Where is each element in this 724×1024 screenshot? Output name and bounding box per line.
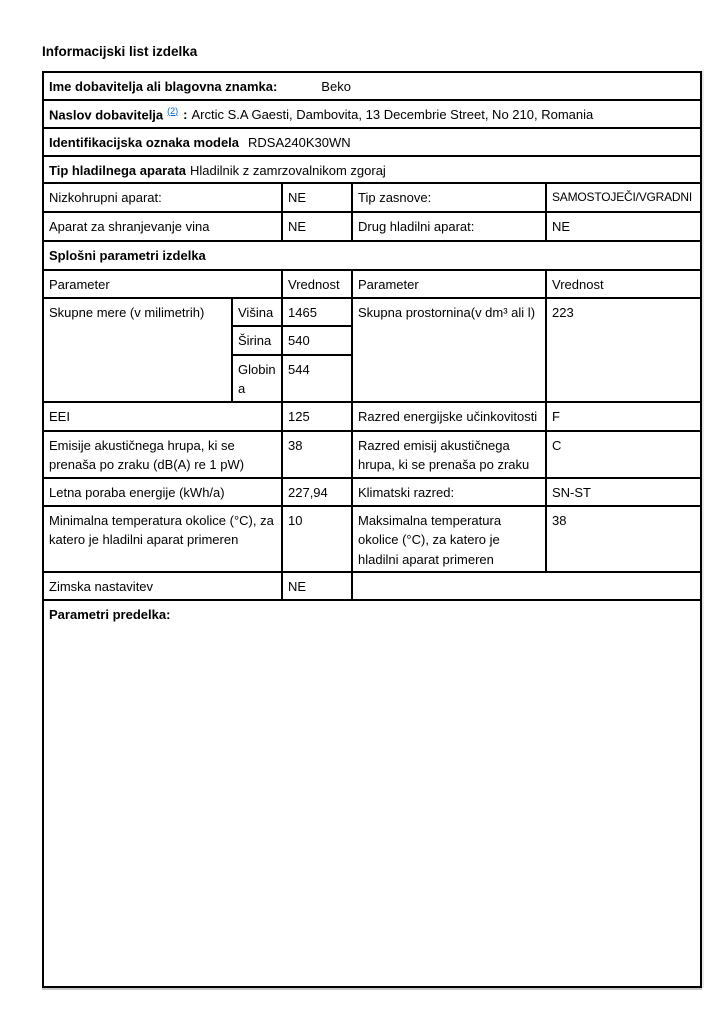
- noise-class-value: C: [546, 431, 701, 478]
- dimensions-row-height: [43, 298, 701, 326]
- overall-dimensions-label: Skupne mere (v milimetrih): [43, 298, 232, 402]
- dimension-height-value: 1465: [282, 298, 352, 326]
- ambient-temp-row: [43, 506, 701, 573]
- total-volume-label: Skupna prostornina(v dm³ ali l): [352, 298, 546, 402]
- low-noise-label: Nizkohrupni aparat:: [43, 183, 282, 212]
- eei-label: EEI: [43, 402, 282, 431]
- value-header-left: Vrednost: [282, 270, 352, 298]
- eei-row: [43, 402, 701, 431]
- energy-class-label: Razred energijske učinkovitosti: [352, 402, 546, 431]
- winter-setting-empty-cell: [352, 572, 701, 600]
- supplier-brand-row: [43, 72, 701, 100]
- model-id-cell: [43, 128, 701, 156]
- noise-class-label: Razred emisij akustičnega hrupa, ki se prenaša po zraku: [352, 431, 546, 478]
- max-temp-label: Maksimalna temperatura okolice (°C), za katero je hladilni aparat primeren: [352, 506, 546, 573]
- page-title: Informacijski list izdelka: [42, 44, 198, 59]
- dimension-depth-value: 544: [282, 355, 352, 402]
- general-params-section-row: [43, 241, 701, 270]
- general-params-section-title: Splošni parametri izdelka: [43, 241, 701, 270]
- dimension-height-label: Višina: [232, 298, 282, 326]
- winter-setting-row: [43, 572, 701, 600]
- model-id-value: RDSA240K30WN: [248, 134, 351, 150]
- param-header-row: [43, 270, 701, 298]
- eei-value: 125: [282, 402, 352, 431]
- other-appliance-label: Drug hladilni aparat:: [352, 212, 546, 241]
- param-header-right: Parameter: [352, 270, 546, 298]
- energy-class-value: F: [546, 402, 701, 431]
- model-id-label: Identifikacijska oznaka modela: [49, 134, 240, 150]
- supplier-brand-cell: [43, 72, 701, 100]
- low-noise-value: NE: [282, 183, 352, 212]
- wine-storage-label: Aparat za shranjevanje vina: [43, 212, 282, 241]
- value-header-right: Vrednost: [546, 270, 701, 298]
- climate-class-label: Klimatski razred:: [352, 478, 546, 506]
- dimension-width-label: Širina: [232, 326, 282, 355]
- appliance-type-row: [43, 156, 701, 184]
- model-id-row: [43, 128, 701, 156]
- address-colon: :: [183, 106, 188, 122]
- max-temp-value: 38: [546, 506, 701, 573]
- winter-setting-value: NE: [282, 572, 352, 600]
- supplier-brand-value: Beko: [321, 79, 351, 94]
- appliance-type-label: Tip hladilnega aparata: [49, 162, 187, 178]
- appliance-type-cell: [43, 156, 701, 184]
- product-fiche-table: [42, 71, 702, 988]
- noise-row: [43, 431, 701, 478]
- design-type-label: Tip zasnove:: [352, 183, 546, 212]
- dimension-width-value: 540: [282, 326, 352, 355]
- param-header-left: Parameter: [43, 270, 282, 298]
- design-type-value: SAMOSTOJEČI/VGRADNI: [546, 183, 701, 212]
- wine-storage-value: NE: [282, 212, 352, 241]
- noise-emission-value: 38: [282, 431, 352, 478]
- min-temp-label: Minimalna temperatura okolice (°C), za katero je hladilni aparat primeren: [43, 506, 282, 573]
- supplier-address-label: Naslov dobavitelja: [49, 106, 164, 122]
- annual-energy-value: 227,94: [282, 478, 352, 506]
- appliance-type-value: Hladilnik z zamrzovalnikom zgoraj: [190, 162, 386, 178]
- winter-setting-label: Zimska nastavitev: [43, 572, 282, 600]
- total-volume-value: 223: [546, 298, 701, 402]
- noise-emission-label: Emisije akustičnega hrupa, ki se prenaša po zraku (dB(A) re 1 pW): [43, 431, 282, 478]
- low-noise-row: [43, 183, 701, 212]
- min-temp-value: 10: [282, 506, 352, 573]
- supplier-address-value: Arctic S.A Gaesti, Dambovita, 13 Decembrie Street, No 210, Romania: [191, 106, 594, 122]
- wine-storage-row: [43, 212, 701, 241]
- climate-class-value: SN-ST: [546, 478, 701, 506]
- compartment-params-section-title: Parametri predelka:: [43, 600, 701, 987]
- supplier-brand-label: Ime dobavitelja ali blagovna znamka:: [49, 79, 278, 94]
- other-appliance-value: NE: [546, 212, 701, 241]
- dimension-depth-label: Globina: [232, 355, 282, 402]
- footnote-link[interactable]: (2): [167, 105, 179, 116]
- compartment-params-section-row: [43, 600, 701, 987]
- supplier-address-row: [43, 100, 701, 128]
- annual-energy-row: [43, 478, 701, 506]
- annual-energy-label: Letna poraba energije (kWh/a): [43, 478, 282, 506]
- supplier-address-cell: [43, 100, 701, 128]
